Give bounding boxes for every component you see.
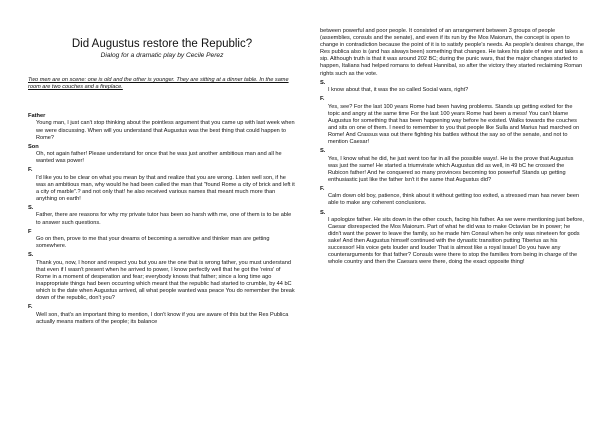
speaker-name: S. bbox=[28, 252, 34, 259]
dialog-entry bbox=[320, 210, 584, 267]
document-subtitle: Dialog for a dramatic play by Cecile Perez bbox=[100, 52, 224, 59]
speaker-name: F. bbox=[28, 167, 33, 174]
dialog-entry bbox=[28, 144, 296, 166]
dialog-line: Yes, see? For the last 100 years Rome had been having problems. Stands up getting exited for the topic and angry at the same time For the last 100 years Rome had been a mess! You can't blame Augustus for something that has been happening way before he existed. Walks towards the couches and sits on one of them. I need to remember to you that people like Sulla and Marius had marched on Rome! And Crassus was out there fighting his battles without the say so of the senate, and not to mention Caesar! bbox=[328, 103, 580, 146]
dialog-entry bbox=[28, 205, 296, 227]
document-title: Did Augustus restore the Republic? bbox=[71, 38, 253, 50]
dialog-line: Calm down old boy, patience, think about it without getting too exited, a stressed man has never been able to make any coherent conclusions. bbox=[328, 193, 580, 207]
speaker-name: S. bbox=[320, 79, 326, 86]
speaker-name: S. bbox=[28, 205, 34, 212]
dialog-line: I apologize father. He sits down in the other couch, facing his father. As we were mentioning just before, Caesar disrespected the Mos Maiorum. Part of what he did was to make Octavian be in power; he didn't want the power to leave the family, so he made him Consul when he only was nineteen for gods sake! And then Augustus himself continued with the dynastic transition putting Tiberius as his successor! His voice gets louder and louder That is almost like a royal issue! Do you have any counterarguments for that father? Consuls were there to stop the families from being in charge of the whole country and then the Caesars were there, doing the exact opposite thing! bbox=[328, 216, 584, 266]
dialog-line: I know about that, it was the so called Social wars, right? bbox=[328, 87, 469, 94]
stage-directions-intro: Two men are on scene: one is old and the other is younger. They are sitting at a dinner table. In the same room are two couches and a fireplace. bbox=[28, 77, 289, 91]
speaker-name: Son bbox=[28, 143, 39, 150]
left-column-dialog bbox=[28, 113, 296, 328]
speaker-name: F. bbox=[320, 96, 325, 103]
dialog-entry bbox=[320, 80, 584, 95]
dialog-entry bbox=[320, 96, 584, 146]
dialog-entry bbox=[28, 113, 296, 142]
right-column-dialog bbox=[320, 28, 584, 269]
speaker-name: S. bbox=[320, 148, 326, 155]
speaker-name: F. bbox=[28, 304, 33, 311]
dialog-line: Go on then, prove to me that your dreams of becoming a sensitive and thinker man are getting somewhere. bbox=[36, 236, 270, 250]
speaker-name: S. bbox=[320, 209, 326, 216]
dialog-line: Yes, I know what he did, he just went too far in all the possible ways!. He is the prove that Augustus was just the same! He started a triumvirate which Augustus did as well, in 49 bC he crossed the Rubicon father! And he conquered so many provinces becoming too powerful! Stands up getting enthusiastic just like the father Isn't it the same that Augustus did? bbox=[328, 155, 574, 183]
dialog-entry bbox=[320, 28, 584, 78]
dialog-line: Young man, I just can't stop thinking about the pointless argument that you came up with last week when we were discussing. When will you understand that Augustus was the best thing that could happen to Rome? bbox=[36, 120, 295, 141]
dialog-line: Thank you, now, I honor and respect you but you are the one that is wrong father, you must understand that even if I wasn't present when he arrived to power, I know perfectly well that he got the 'reins' of Rome in a moment of desperation and fear; everybody knows that father; since a long time ago inappropriate things had been occurring which meant that the republic had started to crumble, by 44 bC which is the date when Augustus arrived, all what people wanted was peace You do remember the break down of the republic, don't you? bbox=[36, 259, 295, 302]
dialog-line: Well son, that's an important thing to mention, I don't know if you are aware of this but the Res Publica actually means matters of the people; its balance bbox=[36, 311, 289, 325]
dialog-line: Oh, not again father! Please understand for once that he was just another ambitious man and all he wanted was power! bbox=[36, 151, 282, 165]
dialog-line: I'd like you to be clear on what you mean by that and realize that you are wrong. Listen well son, if he was an ambitious man, why would he had been called the man that "found Rome a city of brick and left it a city of marble".? and not only that! he also received various names that meant much more than anything on earth! bbox=[36, 174, 295, 202]
dialog-entry bbox=[320, 148, 584, 184]
dialog-entry bbox=[28, 304, 296, 326]
dialog-entry bbox=[320, 186, 584, 208]
speaker-name: F bbox=[28, 228, 32, 235]
speaker-name: Father bbox=[28, 113, 46, 119]
dialog-line: between powerful and poor people. It consisted of an arrangement between 3 groups of people (assemblies, consuls and the senate), and even if its run by the Mos Maiorum, the concept is open to change in contradiction because the point of it is to satisfy people's needs. As people's desires change, the Res publica also is (and has always been) something that changes. He takes his plate of wine and takes a sip. Although truth is that it was around 202 BC; during the punic wars, that the major changes started to happen, Italians had helped romans to defeat Hannibal, so after the victory they started reclaiming Roman rights such as the vote. bbox=[320, 28, 584, 77]
speaker-name: F. bbox=[320, 185, 325, 192]
dialog-entry bbox=[28, 167, 296, 203]
dialog-line: Father, there are reasons for why my private tutor has been so harsh with me, one of them is to be able to answer such questions. bbox=[36, 212, 292, 226]
dialog-entry bbox=[28, 229, 296, 251]
dialog-entry bbox=[28, 252, 296, 302]
